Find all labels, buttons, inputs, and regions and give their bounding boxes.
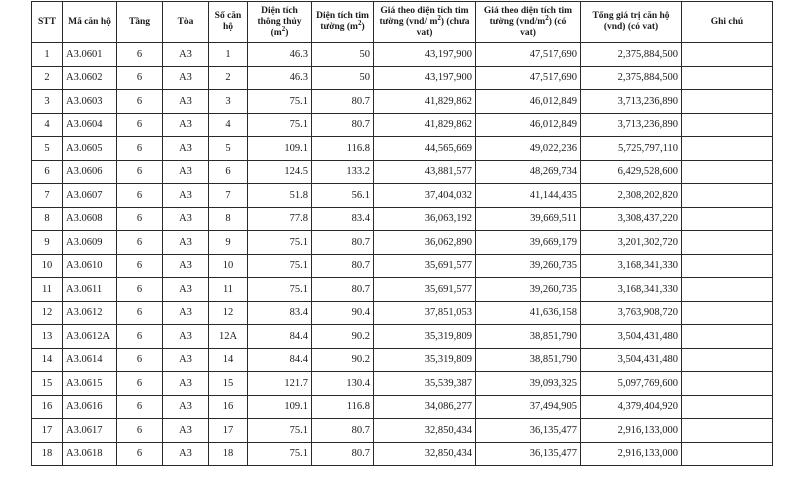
cell-apartment-code: A3.0611 [63, 278, 117, 302]
cell-note [682, 113, 773, 137]
cell-total-value: 3,201,302,720 [581, 231, 682, 255]
cell-net-area: 77.8 [248, 207, 312, 231]
cell-total-value: 3,504,431,480 [581, 348, 682, 372]
cell-price-excl-vat: 34,086,277 [374, 395, 476, 419]
cell-tower: A3 [163, 325, 209, 349]
cell-net-area: 84.4 [248, 325, 312, 349]
table-row [32, 66, 773, 90]
cell-wall-area: 80.7 [312, 442, 374, 466]
cell-wall-area: 116.8 [312, 137, 374, 161]
cell-tower: A3 [163, 348, 209, 372]
cell-note [682, 160, 773, 184]
cell-floor: 6 [117, 43, 163, 67]
cell-unit-number: 7 [209, 184, 248, 208]
cell-note [682, 90, 773, 114]
cell-unit-number: 6 [209, 160, 248, 184]
cell-tower: A3 [163, 254, 209, 278]
cell-floor: 6 [117, 442, 163, 466]
cell-apartment-code: A3.0609 [63, 231, 117, 255]
cell-price-excl-vat: 43,197,900 [374, 66, 476, 90]
table-row [32, 160, 773, 184]
cell-net-area: 46.3 [248, 43, 312, 67]
table-header [32, 2, 773, 43]
cell-total-value: 3,763,908,720 [581, 301, 682, 325]
cell-net-area: 51.8 [248, 184, 312, 208]
cell-total-value: 3,168,341,330 [581, 254, 682, 278]
cell-wall-area: 80.7 [312, 254, 374, 278]
header-unit-number: Số căn hộ [209, 2, 248, 43]
cell-total-value: 3,308,437,220 [581, 207, 682, 231]
cell-apartment-code: A3.0602 [63, 66, 117, 90]
cell-net-area: 75.1 [248, 442, 312, 466]
cell-unit-number: 14 [209, 348, 248, 372]
cell-note [682, 348, 773, 372]
cell-price-excl-vat: 36,062,890 [374, 231, 476, 255]
cell-apartment-code: A3.0616 [63, 395, 117, 419]
cell-unit-number: 1 [209, 43, 248, 67]
cell-total-value: 2,916,133,000 [581, 419, 682, 443]
cell-net-area: 75.1 [248, 278, 312, 302]
cell-apartment-code: A3.0618 [63, 442, 117, 466]
cell-net-area: 109.1 [248, 395, 312, 419]
cell-unit-number: 3 [209, 90, 248, 114]
cell-total-value: 4,379,404,920 [581, 395, 682, 419]
cell-note [682, 231, 773, 255]
cell-net-area: 75.1 [248, 113, 312, 137]
cell-floor: 6 [117, 231, 163, 255]
cell-total-value: 3,168,341,330 [581, 278, 682, 302]
header-floor: Tầng [117, 2, 163, 43]
cell-floor: 6 [117, 90, 163, 114]
cell-wall-area: 130.4 [312, 372, 374, 396]
cell-net-area: 46.3 [248, 66, 312, 90]
cell-stt: 18 [32, 442, 63, 466]
cell-note [682, 184, 773, 208]
cell-price-excl-vat: 37,851,053 [374, 301, 476, 325]
cell-price-incl-vat: 38,851,790 [476, 348, 581, 372]
cell-apartment-code: A3.0604 [63, 113, 117, 137]
header-total-value: Tổng giá trị căn hộ (vnd) (có vat) [581, 2, 682, 43]
cell-apartment-code: A3.0606 [63, 160, 117, 184]
cell-wall-area: 50 [312, 66, 374, 90]
apartment-price-table [31, 1, 773, 466]
cell-total-value: 2,308,202,820 [581, 184, 682, 208]
table-row [32, 395, 773, 419]
cell-net-area: 83.4 [248, 301, 312, 325]
cell-price-excl-vat: 35,691,577 [374, 278, 476, 302]
cell-note [682, 137, 773, 161]
cell-price-excl-vat: 43,197,900 [374, 43, 476, 67]
table-row [32, 43, 773, 67]
table-row [32, 372, 773, 396]
cell-price-incl-vat: 47,517,690 [476, 66, 581, 90]
cell-wall-area: 80.7 [312, 231, 374, 255]
cell-apartment-code: A3.0612 [63, 301, 117, 325]
cell-price-incl-vat: 37,494,905 [476, 395, 581, 419]
header-net-area: Diện tích thông thủy $(m^2)$ [248, 2, 312, 43]
header-apartment-code: Mã căn hộ [63, 2, 117, 43]
cell-apartment-code: A3.0608 [63, 207, 117, 231]
header-price-incl-vat: Giá theo diện tích tim tường $(vnd/m^2)$ (có vat) [476, 2, 581, 43]
cell-tower: A3 [163, 90, 209, 114]
cell-price-excl-vat: 35,539,387 [374, 372, 476, 396]
cell-price-incl-vat: 39,669,179 [476, 231, 581, 255]
cell-price-incl-vat: 48,269,734 [476, 160, 581, 184]
cell-tower: A3 [163, 301, 209, 325]
cell-apartment-code: A3.0603 [63, 90, 117, 114]
cell-note [682, 372, 773, 396]
cell-note [682, 43, 773, 67]
cell-unit-number: 4 [209, 113, 248, 137]
cell-floor: 6 [117, 395, 163, 419]
cell-floor: 6 [117, 301, 163, 325]
cell-apartment-code: A3.0610 [63, 254, 117, 278]
table-row [32, 254, 773, 278]
cell-price-incl-vat: 46,012,849 [476, 113, 581, 137]
cell-apartment-code: A3.0601 [63, 43, 117, 67]
cell-tower: A3 [163, 395, 209, 419]
cell-net-area: 121.7 [248, 372, 312, 396]
cell-apartment-code: A3.0614 [63, 348, 117, 372]
cell-price-incl-vat: 46,012,849 [476, 90, 581, 114]
table-body [32, 43, 773, 466]
cell-stt: 3 [32, 90, 63, 114]
cell-price-excl-vat: 35,319,809 [374, 348, 476, 372]
cell-wall-area: 80.7 [312, 419, 374, 443]
cell-tower: A3 [163, 66, 209, 90]
cell-price-incl-vat: 39,260,735 [476, 278, 581, 302]
header-price-excl-vat: Giá theo diện tích tim tường (vnd/ $m^2$) (chưa vat) [374, 2, 476, 43]
cell-floor: 6 [117, 207, 163, 231]
cell-total-value: 3,713,236,890 [581, 113, 682, 137]
table-row [32, 301, 773, 325]
cell-tower: A3 [163, 43, 209, 67]
cell-stt: 2 [32, 66, 63, 90]
cell-price-incl-vat: 36,135,477 [476, 442, 581, 466]
cell-net-area: 75.1 [248, 254, 312, 278]
cell-wall-area: 116.8 [312, 395, 374, 419]
table-row [32, 442, 773, 466]
cell-note [682, 66, 773, 90]
header-wall-area: Diện tích tim tường $(m^2)$ [312, 2, 374, 43]
cell-apartment-code: A3.0617 [63, 419, 117, 443]
cell-net-area: 109.1 [248, 137, 312, 161]
cell-tower: A3 [163, 419, 209, 443]
cell-stt: 16 [32, 395, 63, 419]
cell-apartment-code: A3.0615 [63, 372, 117, 396]
header-note: Ghi chú [682, 2, 773, 43]
cell-tower: A3 [163, 113, 209, 137]
cell-apartment-code: A3.0612A [63, 325, 117, 349]
cell-stt: 6 [32, 160, 63, 184]
cell-tower: A3 [163, 184, 209, 208]
cell-stt: 5 [32, 137, 63, 161]
table-row [32, 207, 773, 231]
cell-total-value: 2,375,884,500 [581, 43, 682, 67]
cell-price-incl-vat: 39,260,735 [476, 254, 581, 278]
cell-price-excl-vat: 37,404,032 [374, 184, 476, 208]
cell-price-excl-vat: 35,319,809 [374, 325, 476, 349]
cell-unit-number: 10 [209, 254, 248, 278]
cell-apartment-code: A3.0607 [63, 184, 117, 208]
cell-apartment-code: A3.0605 [63, 137, 117, 161]
cell-stt: 12 [32, 301, 63, 325]
cell-stt: 4 [32, 113, 63, 137]
cell-stt: 17 [32, 419, 63, 443]
cell-unit-number: 9 [209, 231, 248, 255]
table-row [32, 325, 773, 349]
cell-price-incl-vat: 36,135,477 [476, 419, 581, 443]
cell-net-area: 75.1 [248, 90, 312, 114]
cell-total-value: 5,097,769,600 [581, 372, 682, 396]
cell-wall-area: 50 [312, 43, 374, 67]
cell-floor: 6 [117, 113, 163, 137]
cell-wall-area: 133.2 [312, 160, 374, 184]
cell-floor: 6 [117, 325, 163, 349]
cell-tower: A3 [163, 278, 209, 302]
cell-unit-number: 12A [209, 325, 248, 349]
cell-wall-area: 56.1 [312, 184, 374, 208]
table-row [32, 90, 773, 114]
cell-note [682, 254, 773, 278]
cell-net-area: 75.1 [248, 231, 312, 255]
cell-wall-area: 80.7 [312, 113, 374, 137]
cell-tower: A3 [163, 442, 209, 466]
cell-price-incl-vat: 41,636,158 [476, 301, 581, 325]
cell-total-value: 3,713,236,890 [581, 90, 682, 114]
cell-unit-number: 17 [209, 419, 248, 443]
cell-wall-area: 80.7 [312, 278, 374, 302]
cell-price-incl-vat: 38,851,790 [476, 325, 581, 349]
cell-wall-area: 90.4 [312, 301, 374, 325]
cell-price-excl-vat: 41,829,862 [374, 90, 476, 114]
cell-floor: 6 [117, 419, 163, 443]
cell-unit-number: 15 [209, 372, 248, 396]
cell-tower: A3 [163, 231, 209, 255]
table-row [32, 278, 773, 302]
cell-floor: 6 [117, 66, 163, 90]
table-row [32, 419, 773, 443]
header-stt: STT [32, 2, 63, 43]
cell-note [682, 325, 773, 349]
cell-unit-number: 16 [209, 395, 248, 419]
cell-floor: 6 [117, 372, 163, 396]
cell-unit-number: 12 [209, 301, 248, 325]
cell-stt: 1 [32, 43, 63, 67]
cell-note [682, 278, 773, 302]
cell-total-value: 3,504,431,480 [581, 325, 682, 349]
table-row [32, 348, 773, 372]
table-row [32, 137, 773, 161]
cell-note [682, 207, 773, 231]
cell-note [682, 301, 773, 325]
cell-tower: A3 [163, 207, 209, 231]
cell-floor: 6 [117, 348, 163, 372]
cell-total-value: 5,725,797,110 [581, 137, 682, 161]
cell-price-excl-vat: 43,881,577 [374, 160, 476, 184]
table-row [32, 113, 773, 137]
cell-tower: A3 [163, 372, 209, 396]
cell-unit-number: 8 [209, 207, 248, 231]
cell-note [682, 442, 773, 466]
cell-total-value: 2,916,133,000 [581, 442, 682, 466]
table-row [32, 184, 773, 208]
cell-total-value: 6,429,528,600 [581, 160, 682, 184]
cell-wall-area: 90.2 [312, 348, 374, 372]
table-row [32, 231, 773, 255]
cell-price-excl-vat: 32,850,434 [374, 442, 476, 466]
cell-net-area: 75.1 [248, 419, 312, 443]
cell-unit-number: 18 [209, 442, 248, 466]
cell-total-value: 2,375,884,500 [581, 66, 682, 90]
cell-wall-area: 80.7 [312, 90, 374, 114]
cell-price-incl-vat: 47,517,690 [476, 43, 581, 67]
cell-note [682, 395, 773, 419]
cell-tower: A3 [163, 137, 209, 161]
cell-price-incl-vat: 39,093,325 [476, 372, 581, 396]
cell-stt: 8 [32, 207, 63, 231]
cell-stt: 9 [32, 231, 63, 255]
cell-price-excl-vat: 41,829,862 [374, 113, 476, 137]
cell-stt: 13 [32, 325, 63, 349]
cell-net-area: 124.5 [248, 160, 312, 184]
cell-price-excl-vat: 32,850,434 [374, 419, 476, 443]
cell-stt: 15 [32, 372, 63, 396]
cell-stt: 7 [32, 184, 63, 208]
cell-stt: 10 [32, 254, 63, 278]
cell-price-excl-vat: 35,691,577 [374, 254, 476, 278]
cell-price-excl-vat: 44,565,669 [374, 137, 476, 161]
cell-price-incl-vat: 41,144,435 [476, 184, 581, 208]
cell-price-excl-vat: 36,063,192 [374, 207, 476, 231]
cell-price-incl-vat: 39,669,511 [476, 207, 581, 231]
cell-floor: 6 [117, 278, 163, 302]
cell-price-incl-vat: 49,022,236 [476, 137, 581, 161]
header-tower: Tòa [163, 2, 209, 43]
cell-wall-area: 83.4 [312, 207, 374, 231]
cell-unit-number: 5 [209, 137, 248, 161]
cell-net-area: 84.4 [248, 348, 312, 372]
cell-note [682, 419, 773, 443]
cell-floor: 6 [117, 184, 163, 208]
cell-unit-number: 11 [209, 278, 248, 302]
cell-floor: 6 [117, 160, 163, 184]
cell-stt: 11 [32, 278, 63, 302]
cell-unit-number: 2 [209, 66, 248, 90]
cell-tower: A3 [163, 160, 209, 184]
cell-floor: 6 [117, 137, 163, 161]
cell-wall-area: 90.2 [312, 325, 374, 349]
cell-floor: 6 [117, 254, 163, 278]
cell-stt: 14 [32, 348, 63, 372]
